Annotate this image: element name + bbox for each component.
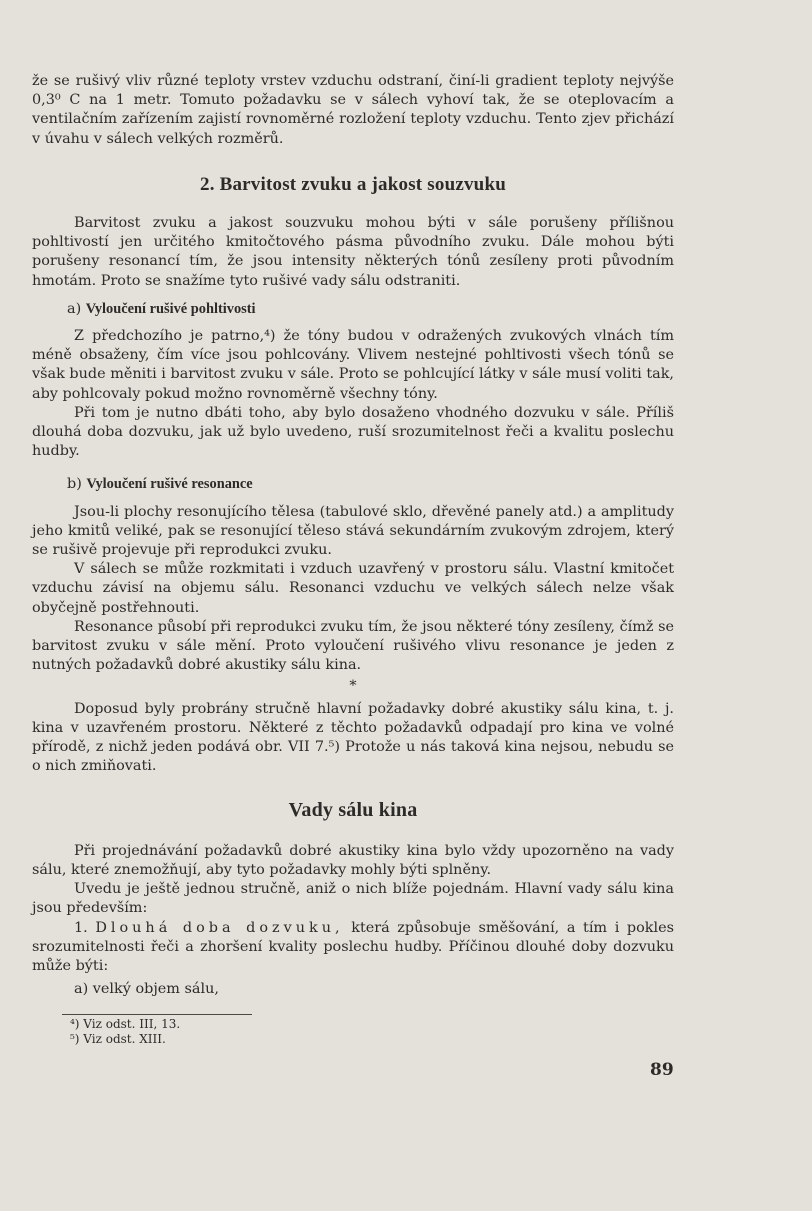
subheading-b xyxy=(32,475,674,494)
paragraph-b3: Resonance působí při reprodukci zvuku tím, že jsou některé tóny zesíleny, čímž se barvitost zvuku v sále mění. Proto vyloučení rušivého vlivu resonance je jeden z nutných požadavků dobré akustiky sálu kina. xyxy=(32,618,674,674)
list-item-1 xyxy=(32,919,674,977)
paragraph-b1: Jsou-li plochy resonujícího tělesa (tabulové sklo, dřevěné panely atd.) a amplitudy jeho kmitů veliké, pak se resonující těleso stává sekundárním zvukovým zdrojem, který se rušivě projevuje při reprodukci zvuku. xyxy=(32,503,674,559)
list-item-a: a) velký objem sálu, xyxy=(74,981,219,998)
footnote-4: ⁴) Viz odst. III, 13. xyxy=(70,1017,181,1031)
paragraph-a1: Z předchozího je patrno,⁴) že tóny budou v odražených zvukových vlnách tím méně obsaženy, čím více jsou pohlcovány. Vlivem nestejné pohltivosti všech tónů se však bude měniti i barvitost zvuku v sále. Proto se pohlcující látky v sále musí voliti tak, aby pohlcovaly pokud možno rovnoměrně všechny tóny. xyxy=(32,328,674,402)
subheading-a xyxy=(32,300,674,319)
paragraph-continuation: že se rušivý vliv různé teploty vrstev vzduchu odstraní, činí-li gradient teploty nejvýše 0,3⁰ C na 1 metr. Tomuto požadavku se v sálech vyhoví tak, že se oteplovacím a ventilačním zařízením zajistí rovnoměrné rozložení teploty vzduchu. Tento zjev přichází v úvahu v sálech velkých rozměrů. xyxy=(32,73,674,147)
paragraph-summary: Doposud byly probrány stručně hlavní požadavky dobré akustiky sálu kina, t. j. kina v uzavřeném prostoru. Některé z těchto požadavků odpadají pro kina ve volné přírodě, z nichž jeden podává obr. VII 7.⁵) Protože u nás taková kina nejsou, nebudu se o nich zmiňovati. xyxy=(32,700,674,775)
list-item-1-text: která způsobuje směšování, a tím i pokles srozumitelnosti řeči a zhoršení kvality poslechu hudby. Příčinou dlouhé doby dozvuku může býti: xyxy=(32,919,675,974)
subheading-b-letter: b) xyxy=(67,476,82,493)
footnotes xyxy=(70,1017,180,1046)
section-heading-vady: Vady sálu kina xyxy=(288,798,418,821)
subheading-a-letter: a) xyxy=(67,300,82,317)
list-item-1-number: 1. xyxy=(74,919,88,936)
page-number: 89 xyxy=(650,1060,674,1080)
paragraph-vady-2: Uvedu je ještě jednou stručně, aniž o nich blíže pojednám. Hlavní vady sálu kina jsou především: xyxy=(32,881,674,917)
paragraph-a2: Při tom je nutno dbáti toho, aby bylo dosaženo vhodného dozvuku v sále. Příliš dlouhá doba dozvuku, jak už bylo uvedeno, ruší srozumitelnost řeči a kvalitu poslechu hudby. xyxy=(32,404,674,460)
paragraph-b2: V sálech se může rozkmitati i vzduch uzavřený v prostoru sálu. Vlastní kmitočet vzduchu závisí na objemu sálu. Resonanci vzduchu ve velkých sálech nelze však obyčejně postřehnouti. xyxy=(32,561,674,616)
footnote-divider xyxy=(62,1014,252,1015)
list-item-1-spaced-term: Dlouhá doba dozvuku, xyxy=(95,919,344,936)
footnote-5: ⁵) Viz odst. XIII. xyxy=(70,1031,166,1046)
section-separator-asterisk: * xyxy=(349,678,357,695)
page-body xyxy=(32,72,674,999)
section-heading-barvitost: 2. Barvitost zvuku a jakost souzvuku xyxy=(200,173,506,195)
paragraph-vady-1: Při projednávání požadavků dobré akustiky kina bylo vždy upozorněno na vady sálu, které znemožňují, aby tyto požadavky mohly býti splněny. xyxy=(32,842,674,878)
subheading-a-title: Vyloučení rušivé pohltivosti xyxy=(85,300,256,317)
subheading-b-title: Vyloučení rušivé resonance xyxy=(86,476,253,493)
section-intro: Barvitost zvuku a jakost souzvuku mohou býti v sále porušeny přílišnou pohltivostí jen určitého kmitočtového pásma původního zvuku. Dále mohou býti porušeny resonancí tím, že jsou intensity některých tónů zesíleny proti původním hmotám. Proto se snažíme tyto rušivé vady sálu odstraniti. xyxy=(32,215,674,289)
